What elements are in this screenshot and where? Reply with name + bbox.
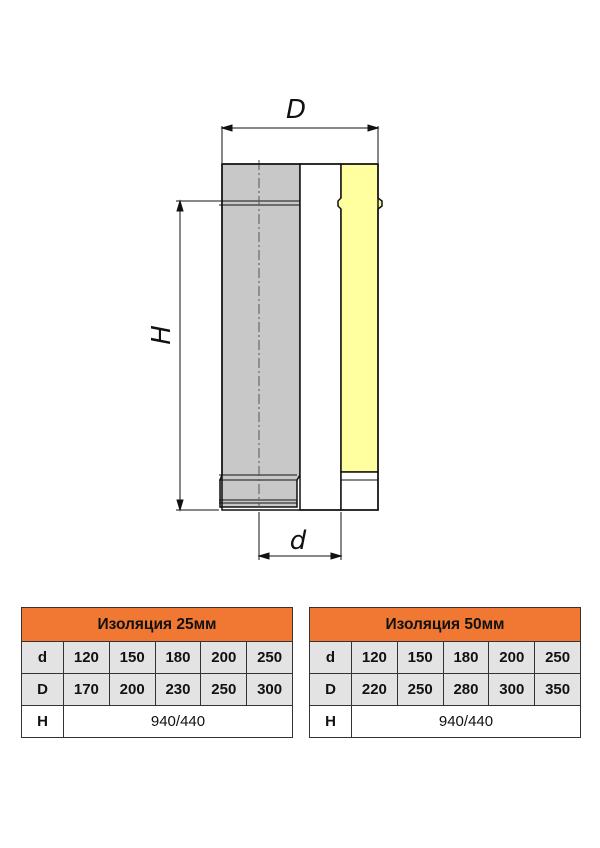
table-cell: 280 — [443, 674, 489, 706]
dimension-inner-label: d — [289, 526, 307, 556]
table-cell: 150 — [397, 642, 443, 674]
table-cell: 200 — [489, 642, 535, 674]
table-row-H — [22, 706, 293, 738]
table-cell: 120 — [64, 642, 110, 674]
table-row-d — [22, 642, 293, 674]
row-label: D — [310, 674, 352, 706]
table-title: Изоляция 25мм — [22, 608, 293, 642]
dimension-height — [176, 201, 219, 510]
height-value: 940/440 — [64, 706, 293, 738]
table-row-D — [22, 674, 293, 706]
row-label: D — [22, 674, 64, 706]
row-label: H — [310, 706, 352, 738]
insulation-layer — [338, 164, 382, 472]
pipe-body — [219, 160, 382, 510]
table-cell: 250 — [535, 642, 581, 674]
dimension-outer-diameter — [222, 125, 378, 163]
spec-table-insulation-25 — [21, 607, 293, 738]
table-cell: 200 — [109, 674, 155, 706]
table-cell: 230 — [155, 674, 201, 706]
table-cell: 150 — [109, 642, 155, 674]
table-cell: 180 — [155, 642, 201, 674]
table-cell: 220 — [352, 674, 398, 706]
row-label: H — [22, 706, 64, 738]
table-cell: 250 — [247, 642, 293, 674]
table-cell: 350 — [535, 674, 581, 706]
table-cell: 300 — [247, 674, 293, 706]
table-cell: 180 — [443, 642, 489, 674]
table-cell: 300 — [489, 674, 535, 706]
row-label: d — [22, 642, 64, 674]
outer-casing-gap — [300, 164, 341, 510]
row-label: d — [310, 642, 352, 674]
table-cell: 200 — [201, 642, 247, 674]
table-cell: 250 — [397, 674, 443, 706]
table-row-D — [310, 674, 581, 706]
outer-socket — [341, 472, 378, 510]
inner-pipe — [220, 164, 300, 507]
table-cell: 120 — [352, 642, 398, 674]
dimension-height-label: H — [147, 325, 177, 345]
height-value: 940/440 — [352, 706, 581, 738]
spec-table-insulation-50 — [309, 607, 581, 738]
table-cell: 170 — [64, 674, 110, 706]
table-row-d — [310, 642, 581, 674]
dimension-outer-label: D — [285, 95, 307, 125]
table-row-H — [310, 706, 581, 738]
table-cell: 250 — [201, 674, 247, 706]
table-title: Изоляция 50мм — [310, 608, 581, 642]
